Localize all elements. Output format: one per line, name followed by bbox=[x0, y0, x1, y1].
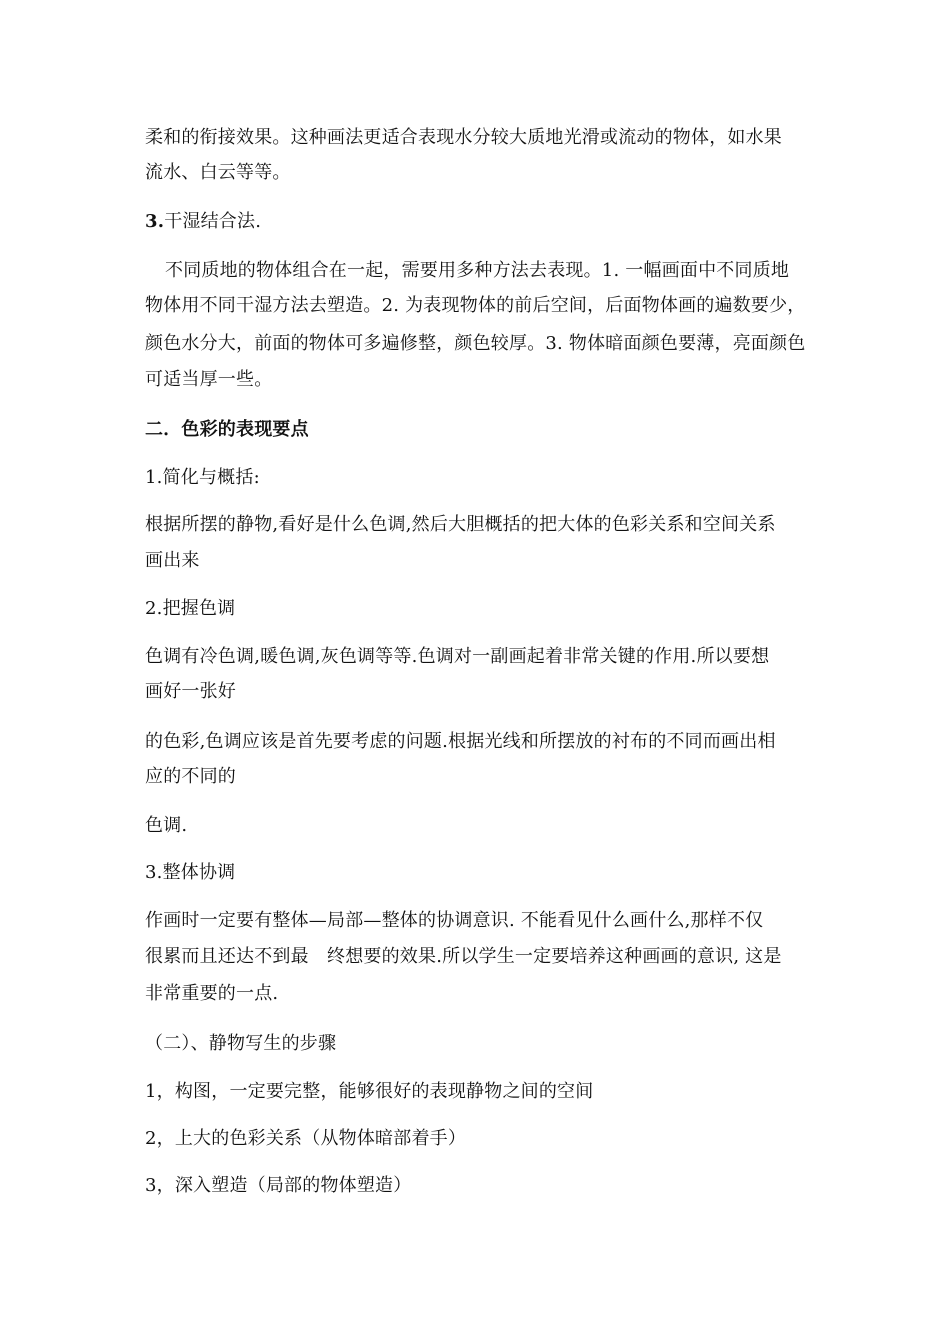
subheading: 2.把握色调 bbox=[145, 598, 236, 619]
paragraph-line: 色调有冷色调,暖色调,灰色调等等.色调对一副画起着非常关键的作用.所以要想 bbox=[145, 646, 770, 667]
list-item: 1，构图，一定要完整，能够很好的表现静物之间的空间 bbox=[145, 1081, 594, 1102]
heading-number: 3. bbox=[145, 211, 165, 232]
subheading: 1.简化与概括: bbox=[145, 467, 260, 488]
paragraph-line: 不同质地的物体组合在一起，需要用多种方法去表现。1. 一幅画面中不同质地 bbox=[165, 260, 790, 281]
paragraph-line: 应的不同的 bbox=[145, 766, 236, 787]
subheading: 3.整体协调 bbox=[145, 862, 236, 883]
paragraph-line: 画出来 bbox=[145, 550, 200, 571]
paragraph-line: 颜色水分大，前面的物体可多遍修整，颜色较厚。3. 物体暗面颜色要薄，亮面颜色 bbox=[145, 333, 806, 354]
paragraph-line: 的色彩,色调应该是首先要考虑的问题.根据光线和所摆放的衬布的不同而画出相 bbox=[145, 731, 776, 752]
section-heading-color: 二．色彩的表现要点 bbox=[145, 419, 309, 440]
paragraph-line: 很累而且还达不到最 终想要的效果.所以学生一定要培养这种画画的意识, 这是 bbox=[145, 946, 782, 967]
list-item: 2，上大的色彩关系（从物体暗部着手） bbox=[145, 1128, 467, 1149]
section-heading-steps: （二）、静物写生的步骤 bbox=[145, 1033, 337, 1054]
paragraph-line: 画好一张好 bbox=[145, 681, 236, 702]
heading-text: 干湿结合法. bbox=[164, 211, 262, 232]
paragraph-line: 非常重要的一点. bbox=[145, 983, 279, 1004]
paragraph-line: 根据所摆的静物,看好是什么色调,然后大胆概括的把大体的色彩关系和空间关系 bbox=[145, 514, 776, 535]
section-heading-dry-wet bbox=[145, 211, 815, 233]
paragraph-line: 作画时一定要有整体—局部—整体的协调意识. 不能看见什么画什么,那样不仅 bbox=[145, 910, 764, 931]
paragraph-line: 柔和的衔接效果。这种画法更适合表现水分较大质地光滑或流动的物体，如水果 bbox=[145, 127, 782, 148]
paragraph-line: 流水、白云等等。 bbox=[145, 162, 291, 183]
paragraph-line: 可适当厚一些。 bbox=[145, 369, 273, 390]
list-item: 3，深入塑造（局部的物体塑造） bbox=[145, 1175, 412, 1196]
paragraph-line: 物体用不同干湿方法去塑造。2. 为表现物体的前后空间，后面物体画的遍数要少， bbox=[145, 295, 806, 316]
paragraph-line: 色调. bbox=[145, 815, 188, 836]
